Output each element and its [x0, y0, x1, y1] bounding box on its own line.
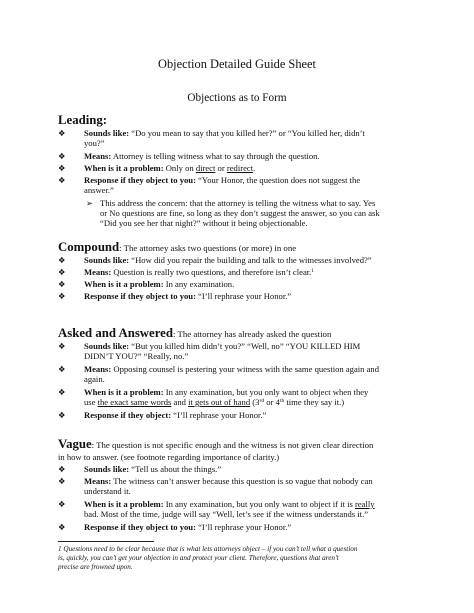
vague-response: Response if they object to you: “I’ll rephrase your Honor.”	[84, 522, 292, 532]
compound-response: Response if they object to you: “I’ll rephrase your Honor.”	[84, 291, 292, 301]
diamond-bullet-icon: ❖	[58, 175, 66, 185]
leading-note-line-1: This address the concern: that the attorney is telling the witness what to say. Yes	[100, 198, 376, 208]
asked-sounds-like-cont: DIDN’T YOU?” “Really, no.”	[84, 351, 189, 361]
section-heading-vague: Vague: The question is not specific enough and the witness is not given clear direction	[58, 437, 374, 451]
diamond-bullet-icon: ❖	[58, 476, 66, 486]
vague-means: Means: The witness can’t answer because this question is so vague that nobody can	[84, 476, 373, 486]
leading-when-problem: When is it a problem: Only on direct or redirect.	[84, 163, 256, 173]
diamond-bullet-icon: ❖	[58, 163, 66, 173]
leading-means: Means: Attorney is telling witness what to say through the question.	[84, 151, 320, 161]
leading-response: Response if they object to you: “Your Honor, the question does not suggest the	[84, 175, 361, 185]
diamond-bullet-icon: ❖	[58, 255, 66, 265]
diamond-bullet-icon: ❖	[58, 128, 66, 138]
asked-means-cont: again.	[84, 374, 105, 384]
compound-means: Means: Question is really two questions, and therefore isn’t clear.$^1$	[84, 267, 315, 277]
vague-means-cont: understand it.	[84, 486, 131, 496]
diamond-bullet-icon: ❖	[58, 364, 66, 374]
diamond-bullet-icon: ❖	[58, 499, 66, 509]
vague-desc-cont: in how to answer. (see footnote regarding importance of clarity.)	[58, 452, 280, 462]
vague-when-problem: When is it a problem: In any examination, but you only want to object if it is really	[84, 499, 375, 509]
footnote-line-2: is, quickly, you can’t get your objection in and protect your client. Therefore, questions that aren’t	[58, 554, 339, 562]
asked-means: Means: Opposing counsel is pestering your witness with the same question again and	[84, 364, 380, 374]
section-heading-leading: Leading:	[58, 113, 108, 127]
diamond-bullet-icon: ❖	[58, 410, 66, 420]
diamond-bullet-icon: ❖	[58, 267, 66, 277]
diamond-bullet-icon: ❖	[58, 387, 66, 397]
diamond-bullet-icon: ❖	[58, 341, 66, 351]
footnote-ref: 1	[311, 268, 315, 274]
asked-sounds-like: Sounds like: “But you killed him didn’t you?” “Well, no” “YOU KILLED HIM	[84, 341, 361, 351]
diamond-bullet-icon: ❖	[58, 522, 66, 532]
leading-sounds-like: Sounds like: “Do you mean to say that you killed her?” or “You killed her, didn’t	[84, 128, 365, 138]
leading-note-line-3: “Did you see her that night?” without it being objectionable.	[100, 218, 308, 228]
leading-sounds-like-cont: you?”	[84, 138, 105, 148]
compound-sounds-like: Sounds like: “How did you repair the building and talk to the witnesses involved?”	[84, 255, 372, 265]
leading-note-line-2: or No questions are fine, so long as they don’t suggest the answer, so you can ask	[100, 208, 380, 218]
diamond-bullet-icon: ❖	[58, 464, 66, 474]
compound-when-problem: When is it a problem: In any examination.	[84, 279, 235, 289]
diamond-bullet-icon: ❖	[58, 279, 66, 289]
section-heading-compound: Compound: The attorney asks two questions (or more) in one	[58, 240, 297, 254]
arrow-bullet-icon: ➢	[86, 198, 94, 208]
diamond-bullet-icon: ❖	[58, 291, 66, 301]
asked-when-problem: When is it a problem: In any examination, but you only want to object when they	[84, 387, 369, 397]
vague-sounds-like: Sounds like: “Tell us about the things.”	[84, 464, 222, 474]
document-title: Objection Detailed Guide Sheet	[158, 57, 316, 71]
vague-when-problem-cont: bad. Most of the time, judge will say “Well, let’s see if the witness understands it.”	[84, 509, 369, 519]
asked-when-problem-cont: use the exact same words and it gets out of hand (3rd or 4th time they say it.)	[84, 397, 345, 407]
footnote-line-3: precise are frowned upon.	[58, 563, 133, 571]
diamond-bullet-icon: ❖	[58, 151, 66, 161]
document-subtitle: Objections as to Form	[187, 92, 287, 104]
section-heading-asked-answered: Asked and Answered: The attorney has already asked the question	[58, 326, 332, 340]
footnote-divider	[58, 541, 154, 542]
footnote-line-1: 1 Questions need to be clear because that is what lets attorneys object – if you can’t tell what a question	[58, 545, 358, 553]
asked-response: Response if they object: “I’ll rephrase your Honor.”	[84, 410, 267, 420]
leading-response-cont: answer.”	[84, 185, 114, 195]
